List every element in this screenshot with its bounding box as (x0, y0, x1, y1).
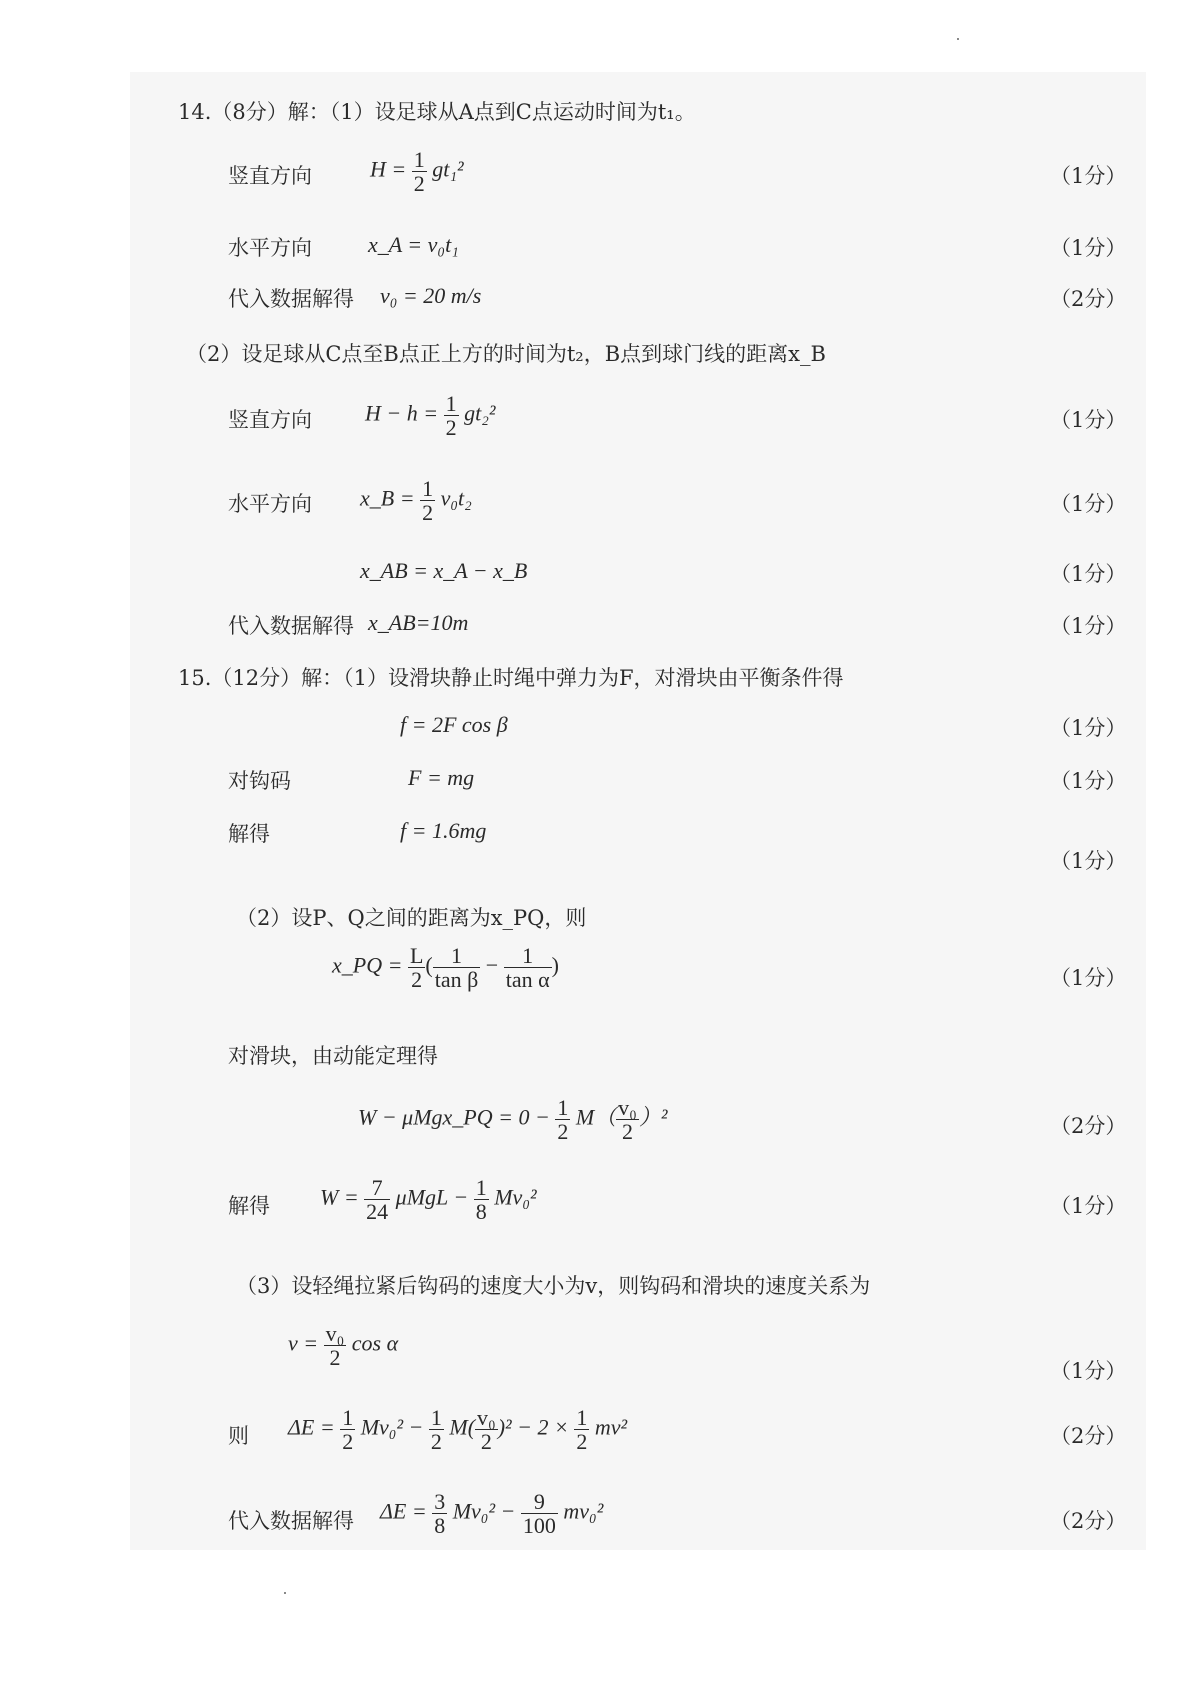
q14-title: 14.（8分）解：（1）设足球从A点到C点运动时间为t₁。 (178, 100, 696, 124)
q14-vertical-label-2: 竖直方向 (228, 408, 312, 432)
q14-horizontal-label: 水平方向 (228, 236, 312, 260)
q15-score-8: （2分） (1050, 1424, 1127, 1448)
q15-then-label: 则 (228, 1424, 249, 1448)
q14-score-5: （1分） (1050, 492, 1127, 516)
q15-distance-equation: x_PQ = $\frac{L}{2}$ ( $\frac{1}{\text{tan β}}$ − $\frac{1}{\text{tan α}}$ ) (332, 943, 559, 993)
q15-balance-equation: f = 2F cos β (400, 712, 508, 737)
q14-solve-result-2: x_AB=10m (368, 610, 469, 635)
q14-solve-label: 代入数据解得 (228, 287, 354, 311)
q15-hook-label: 对钩码 (228, 769, 291, 793)
q15-velocity-relation: v = $\frac{\text{v₀}}{2}$ cos α (288, 1321, 399, 1371)
q15-part2: （2）设P、Q之间的距离为x_PQ，则 (236, 906, 587, 930)
q14-score-7: （1分） (1050, 614, 1127, 638)
q14-score-6: （1分） (1050, 562, 1127, 586)
q14-vertical-equation: H = $\frac{1}{2}$ gt₁² (370, 147, 464, 197)
q14-solve-label-2: 代入数据解得 (228, 614, 354, 638)
q14-horizontal-equation-2: x_B = $\frac{1}{2}$ v₀t₂ (360, 476, 472, 526)
q14-score-4: （1分） (1050, 408, 1127, 432)
q15-energy-loss-result: ΔE = $\frac{3}{8}$ Mv₀² − $\frac{9}{100}$ mv₀² (380, 1489, 604, 1539)
q14-vertical-equation-2: H − h = $\frac{1}{2}$ gt₂² (365, 391, 496, 441)
q14-solve-result: v₀ = 20 m/s (380, 283, 482, 308)
q15-score-2: （1分） (1050, 769, 1127, 793)
q15-solve-result: f = 1.6mg (400, 818, 487, 843)
q14-part2: （2）设足球从C点至B点正上方的时间为t₂，B点到球门线的距离x_B (186, 342, 826, 366)
q15-score-4: （1分） (1050, 966, 1127, 990)
q15-work-result: W = $\frac{7}{24}$ μMgL − $\frac{1}{8}$ Mv₀² (320, 1175, 537, 1225)
q15-solve-label-2: 解得 (228, 1194, 270, 1218)
q15-score-3: （1分） (1050, 849, 1127, 873)
footer-mark: · (282, 1582, 288, 1602)
q15-score-1: （1分） (1050, 716, 1127, 740)
q14-score-3: （2分） (1050, 287, 1127, 311)
q15-score-9: （2分） (1050, 1509, 1127, 1533)
q15-title: 15.（12分）解：（1）设滑块静止时绳中弹力为F，对滑块由平衡条件得 (178, 666, 844, 690)
q14-vertical-label: 竖直方向 (228, 164, 312, 188)
q14-score-2: （1分） (1050, 236, 1127, 260)
q14-distance-equation: x_AB = x_A − x_B (360, 558, 528, 583)
q14-horizontal-label-2: 水平方向 (228, 492, 312, 516)
q15-energy-theorem-text: 对滑块，由动能定理得 (228, 1044, 438, 1068)
q14-horizontal-equation: x_A = v₀t₁ (368, 232, 459, 257)
q15-score-5: （2分） (1050, 1114, 1127, 1138)
q15-hook-equation: F = mg (408, 765, 475, 790)
q14-score-1: （1分） (1050, 164, 1127, 188)
header-mark: · (955, 28, 961, 48)
q15-solve-label-3: 代入数据解得 (228, 1509, 354, 1533)
q15-energy-equation: W − μMgx_PQ = 0 − $\frac{1}{2}$ M（ $\frac{\text{v₀}}{2}$ ）² (358, 1095, 668, 1145)
q15-solve-label: 解得 (228, 822, 270, 846)
q15-part3: （3）设轻绳拉紧后钩码的速度大小为v，则钩码和滑块的速度关系为 (236, 1274, 871, 1298)
q15-score-6: （1分） (1050, 1194, 1127, 1218)
q15-energy-loss-equation: ΔE = $\frac{1}{2}$ Mv₀² − $\frac{1}{2}$ M( $\frac{\text{v₀}}{2}$ )² − 2 × $\frac{1}{2}$ mv² (288, 1405, 628, 1455)
q15-score-7: （1分） (1050, 1359, 1127, 1383)
